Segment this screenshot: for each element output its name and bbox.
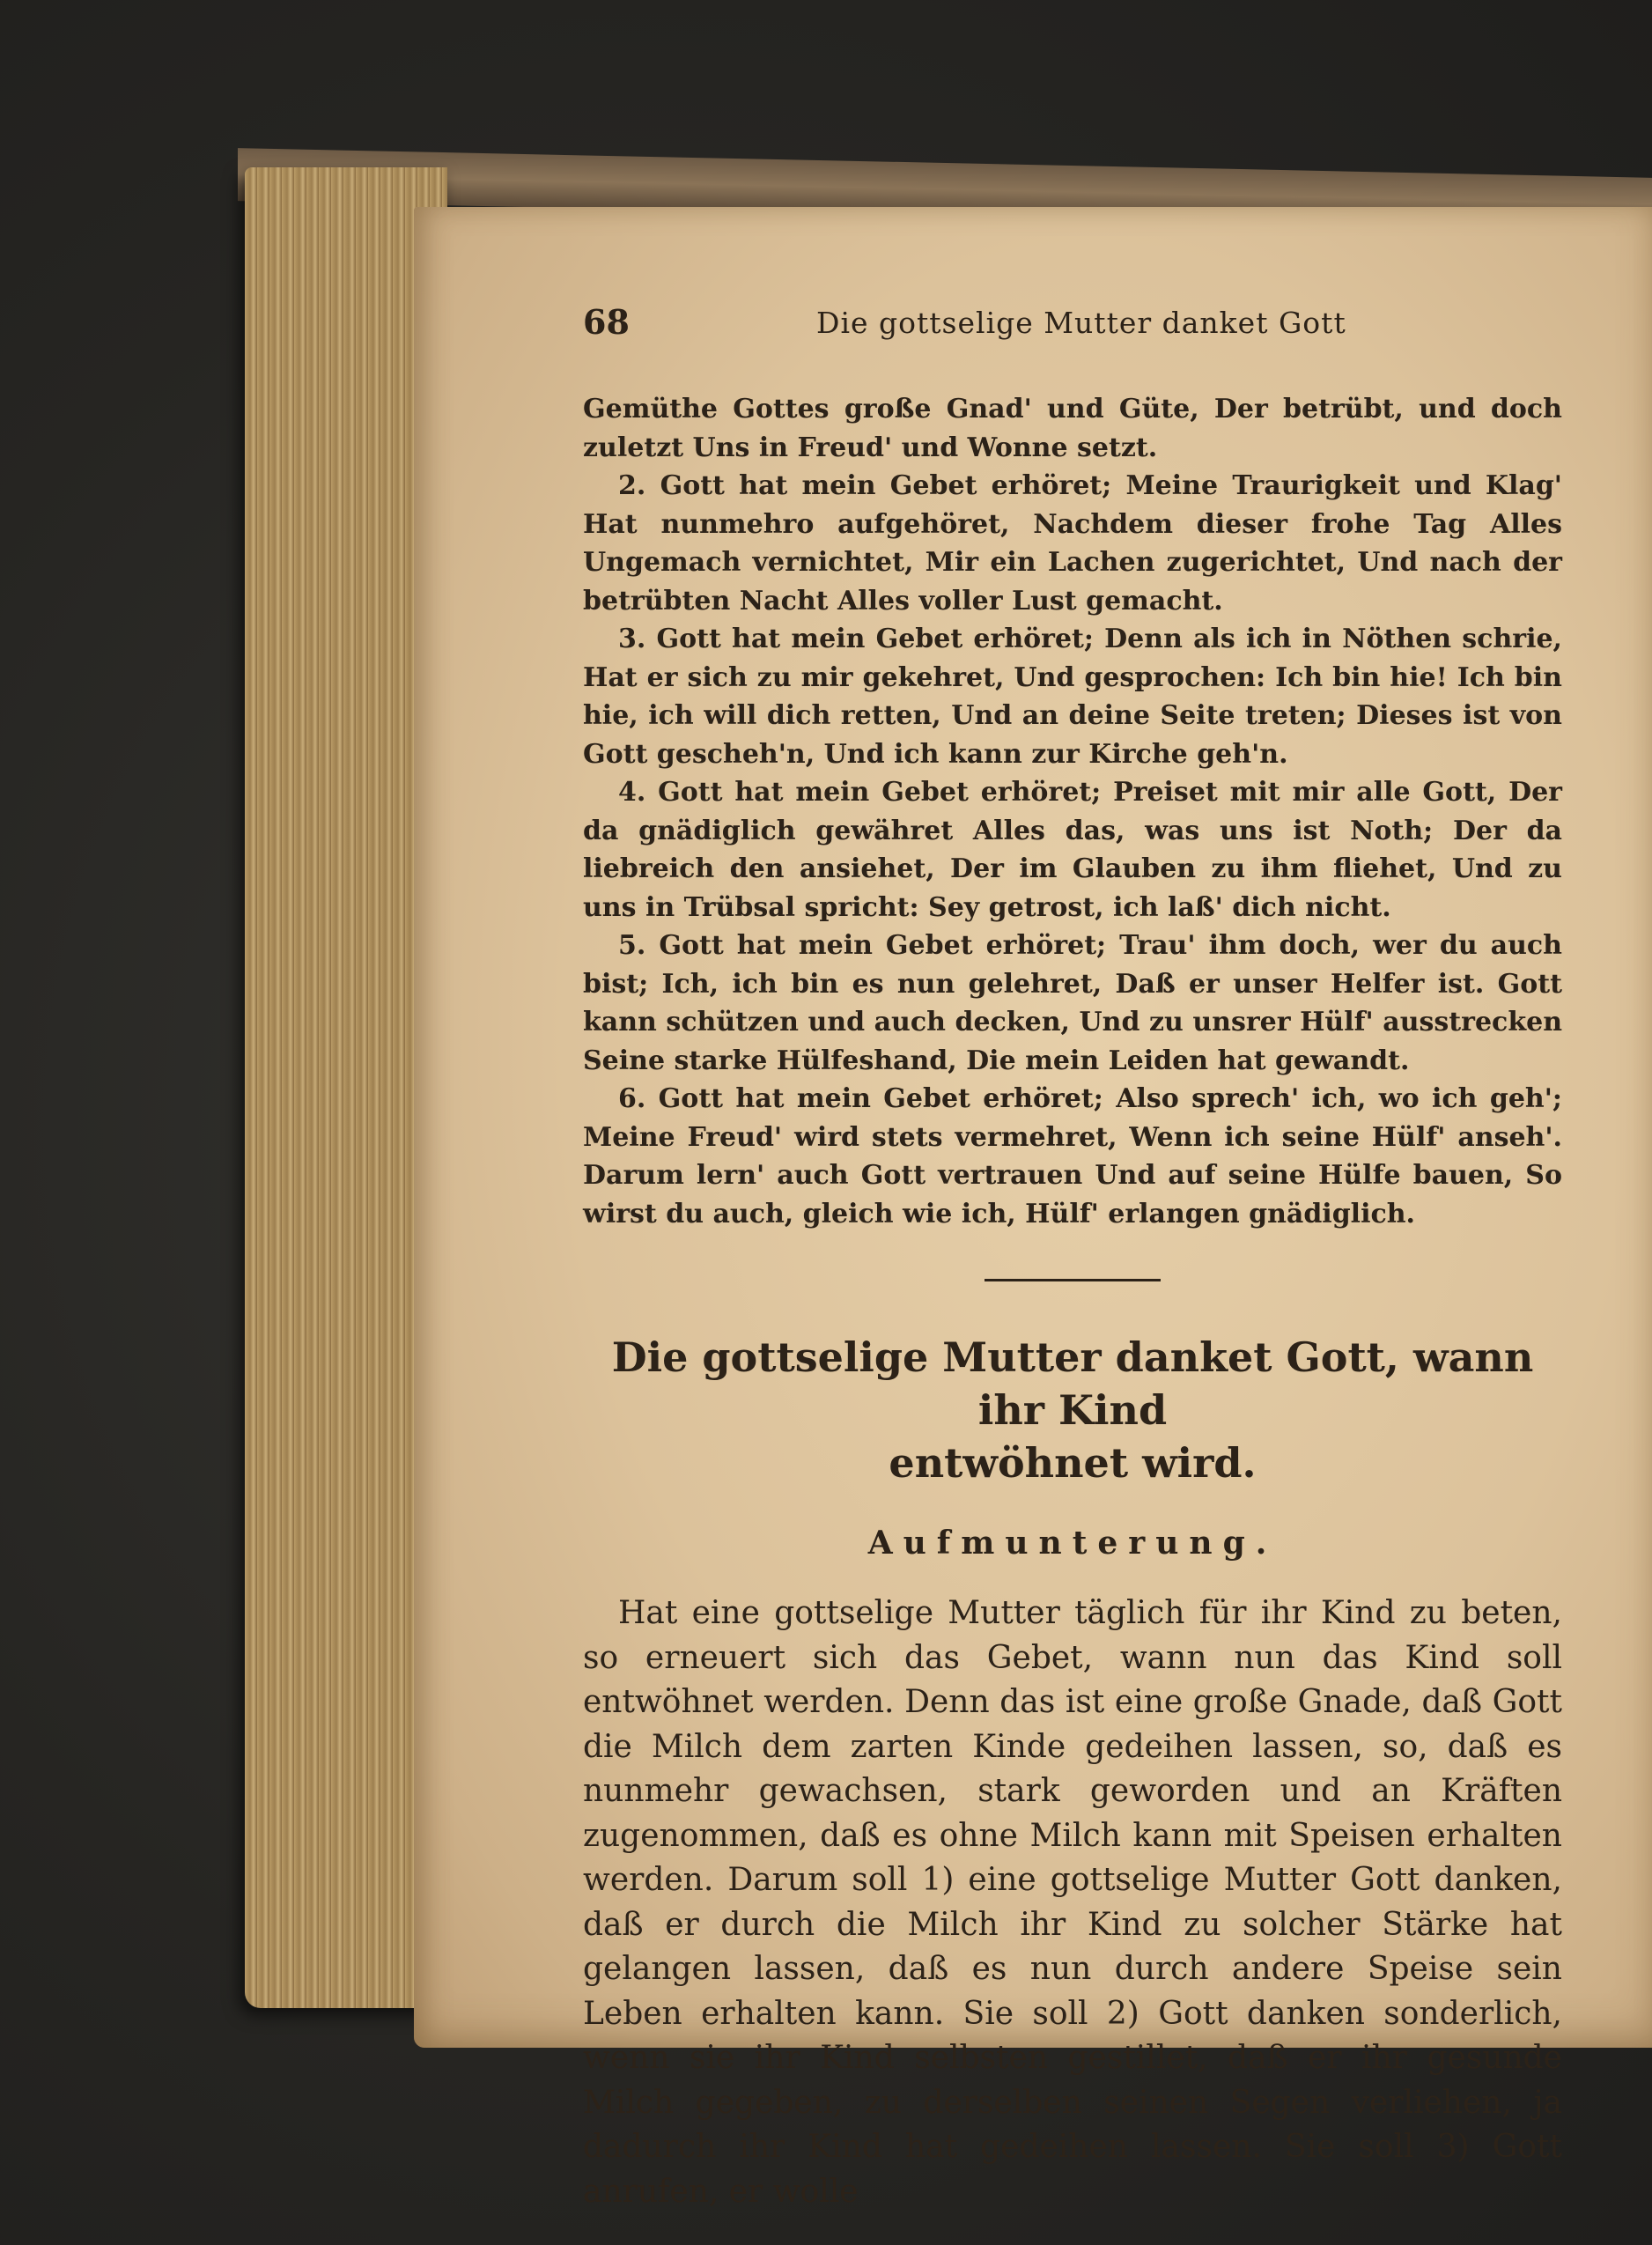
chapter-body: Hat eine gottselige Mutter täglich für ihr Kind zu beten, so erneuert sich das Gebet, wann nun das Kind soll entwöhnet werden. Denn das ist eine große Gnade, daß Gott die Milch dem zarten Kinde gedeihen lassen, so, daß es nunmehr gewachsen, stark geworden und an Kräften zugenommen, daß es ohne Milch kann mit Speisen erhalten werden. Darum soll 1) eine gottselige Mutter Gott danken, daß er durch die Milch ihr Kind zu solcher Stärke hat gelangen lassen, daß es nun durch andere Speise sein Leben erhalten kann. Sie soll 2) Gott danken sonderlich, wenn sie ihr Kind selbsten gestillet, daß er ihr gesunde Milch gegeben, zu derselben seinen Segen verliehen, ja dadurch ihr Kind hat gedeihen lassen. Sie soll 3) Gott anrufen, er wolle [583, 1595, 1562, 2210]
chapter-title-line-1: Die gottselige Mutter danket Gott, wann ihr Kind [611, 1333, 1534, 1434]
chapter-title [583, 1331, 1562, 1489]
hymn-verse-2: 2. Gott hat mein Gebet erhöret; Meine Traurigkeit und Klag' Hat nunmehro aufgehöret, Nachdem dieser frohe Tag Alles Ungemach vernichtet, Mir ein Lachen zugerichtet, Und nach der betrübten Nacht Alles voller Lust gemacht. [583, 470, 1562, 617]
section-divider [985, 1279, 1161, 1281]
running-head [583, 302, 1562, 355]
hymn-verse-end: Gemüthe Gottes große Gnad' und Güte, Der betrübt, und doch zuletzt Uns in Freud' und Wonne setzt. [583, 394, 1562, 463]
chapter-title-line-2: entwöhnet wird. [889, 1439, 1257, 1487]
page-number: 68 [583, 302, 630, 342]
hymn-verse-5: 5. Gott hat mein Gebet erhöret; Trau' ihm doch, wer du auch bist; Ich, ich bin es nun gelehret, Daß er unser Helfer ist. Gott kann schützen und auch decken, Und zu unsrer Hülf' ausstrecken Seine starke Hülfeshand, Die mein Leiden hat gewandt. [583, 930, 1562, 1076]
hymn-verse-6: 6. Gott hat mein Gebet erhöret; Also sprech' ich, wo ich geh'; Meine Freud' wird stets vermehret, Wenn ich seine Hülf' anseh'. Darum lern' auch Gott vertrauen Und auf seine Hülfe bauen, So wirst du auch, gleich wie ich, Hülf' erlangen gnädiglich. [583, 1083, 1562, 1230]
chapter-subheading: Aufmunterung. [867, 1525, 1278, 1562]
hymn-verse-3: 3. Gott hat mein Gebet erhöret; Denn als ich in Nöthen schrie, Hat er sich zu mir gekehret, Und gesprochen: Ich bin hie! Ich bin hie, ich will dich retten, Und an deine Seite treten; Dieses ist von Gott gescheh'n, Und ich kann zur Kirche geh'n. [583, 624, 1562, 770]
hymn-verse-4: 4. Gott hat mein Gebet erhöret; Preiset mit mir alle Gott, Der da gnädiglich gewähret Alles das, was uns ist Noth; Der da liebreich den ansiehet, Der im Glauben zu ihm fliehet, Und zu uns in Trübsal spricht: Sey getrost, ich laß' dich nicht. [583, 777, 1562, 923]
running-title: Die gottselige Mutter danket Gott [816, 306, 1346, 340]
book-page [414, 207, 1652, 2210]
page-content [583, 302, 1562, 2214]
hymn-text [583, 390, 1562, 1233]
